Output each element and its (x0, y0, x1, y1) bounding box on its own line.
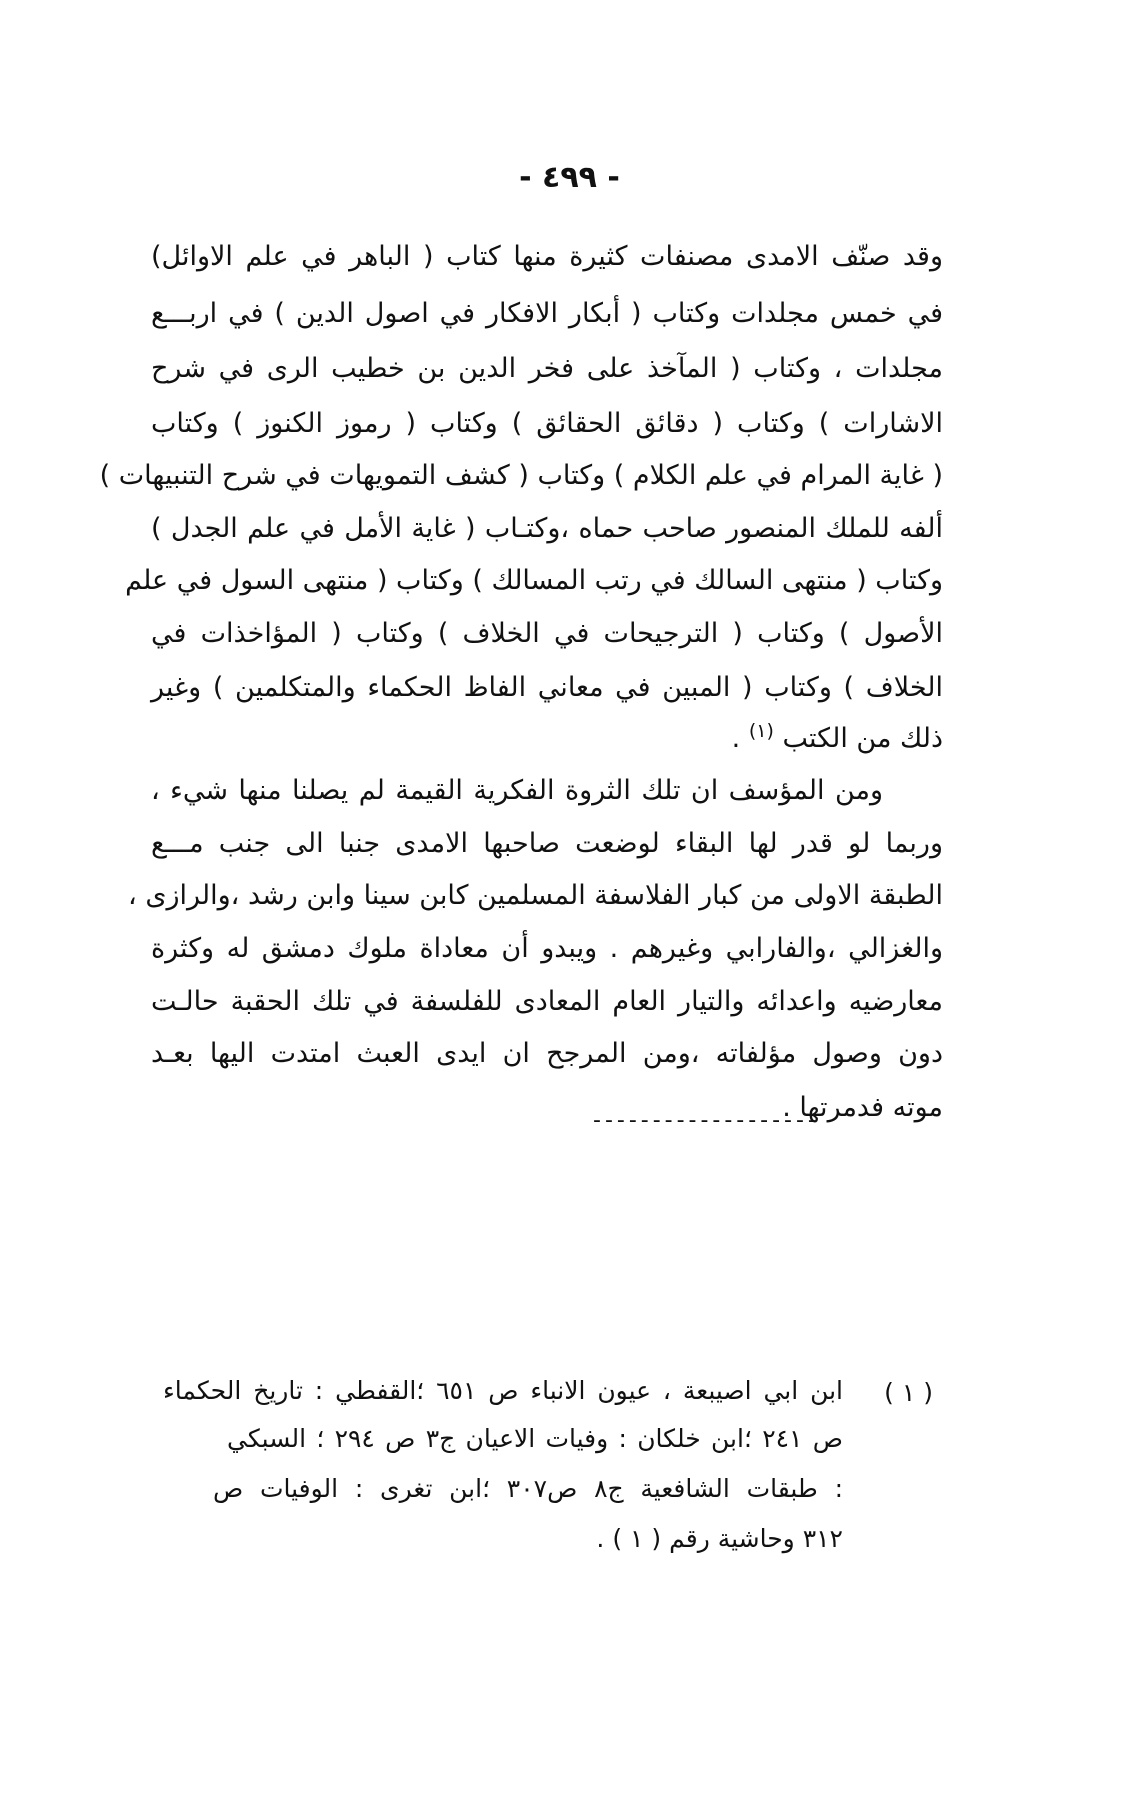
footnote-line: ٣١٢ وحاشية رقم ( ١ ) . (596, 1524, 843, 1553)
paragraph-1-end-mark: . (731, 723, 741, 754)
paragraph-1-line: الخلاف ) وكتاب ( المبين في معاني الفاظ الحكماء والمتكلمين ) وغير (151, 672, 943, 703)
paragraph-2-line: معارضيه واعدائه والتيار العام المعادى للفلسفة في تلك الحقبة حالـت (151, 986, 943, 1017)
paragraph-2-line: الطبقة الاولى من كبار الفلاسفة المسلمين كابن سينا وابن رشد ،والرازى ، (128, 880, 943, 911)
paragraph-1-line: الأصول ) وكتاب ( الترجيحات في الخلاف ) وكتاب ( المؤاخذات في (151, 618, 943, 649)
paragraph-1-line: ( غاية المرام في علم الكلام ) وكتاب ( كشف التمويهات في شرح التنبيهات ) (99, 460, 943, 491)
footnote-line: : طبقات الشافعية ج٨ ص٣٠٧ ؛ابن تغرى : الوفيات ص (213, 1474, 843, 1503)
paragraph-2-line: وربما لو قدر لها البقاء لوضعت صاحبها الامدى جنبا الى جنب مـــع (151, 828, 943, 859)
footnote-marker: ( ١ ) (884, 1378, 933, 1407)
paragraph-1-line: ذلك من الكتب (782, 723, 943, 754)
footnote-reference: (١) (748, 720, 774, 742)
paragraph-1-line: ألفه للملك المنصور صاحب حماه ،وكتـاب ( غاية الأمل في علم الجدل ) (151, 513, 943, 544)
paragraph-2-line: والغزالي ،والفارابي وغيرهم . ويبدو أن معاداة ملوك دمشق له وكثرة (151, 933, 943, 964)
paragraph-2-line: دون وصول مؤلفاته ،ومن المرجح ان ايدى العبث امتدت اليها بعـد (151, 1038, 943, 1069)
footnote-divider: ------------------- (593, 1108, 820, 1133)
paragraph-1-line: وقد صنّف الامدى مصنفات كثيرة منها كتاب ( الباهر في علم الاوائل) (151, 241, 943, 272)
paragraph-1-line: في خمس مجلدات وكتاب ( أبكار الافكار في اصول الدين ) في اربـــع (151, 298, 943, 329)
footnote-line: ابن ابي اصيبعة ، عيون الانباء ص ٦٥١ ؛القفطي : تاريخ الحكماء (163, 1376, 844, 1405)
paragraph-2-line: موته فدمرتها . (782, 1092, 943, 1123)
page-number: - ٤٩٩ - (519, 160, 620, 195)
footnote-line: ص ٢٤١ ؛ابن خلكان : وفيات الاعيان ج٣ ص ٢٩٤ ؛ السبكي (227, 1424, 843, 1453)
paragraph-1-line: مجلدات ، وكتاب ( المآخذ على فخر الدين بن خطيب الرى في شرح (151, 353, 943, 384)
paragraph-2-line: ومن المؤسف ان تلك الثروة الفكرية القيمة لم يصلنا منها شيء ، (151, 775, 883, 806)
paragraph-1-line: وكتاب ( منتهى السالك في رتب المسالك ) وكتاب ( منتهى السول في علم (125, 565, 943, 596)
paragraph-1-line: الاشارات ) وكتاب ( دقائق الحقائق ) وكتاب ( رموز الكنوز ) وكتاب (151, 408, 943, 439)
paragraph-1-last-line (732, 722, 943, 752)
